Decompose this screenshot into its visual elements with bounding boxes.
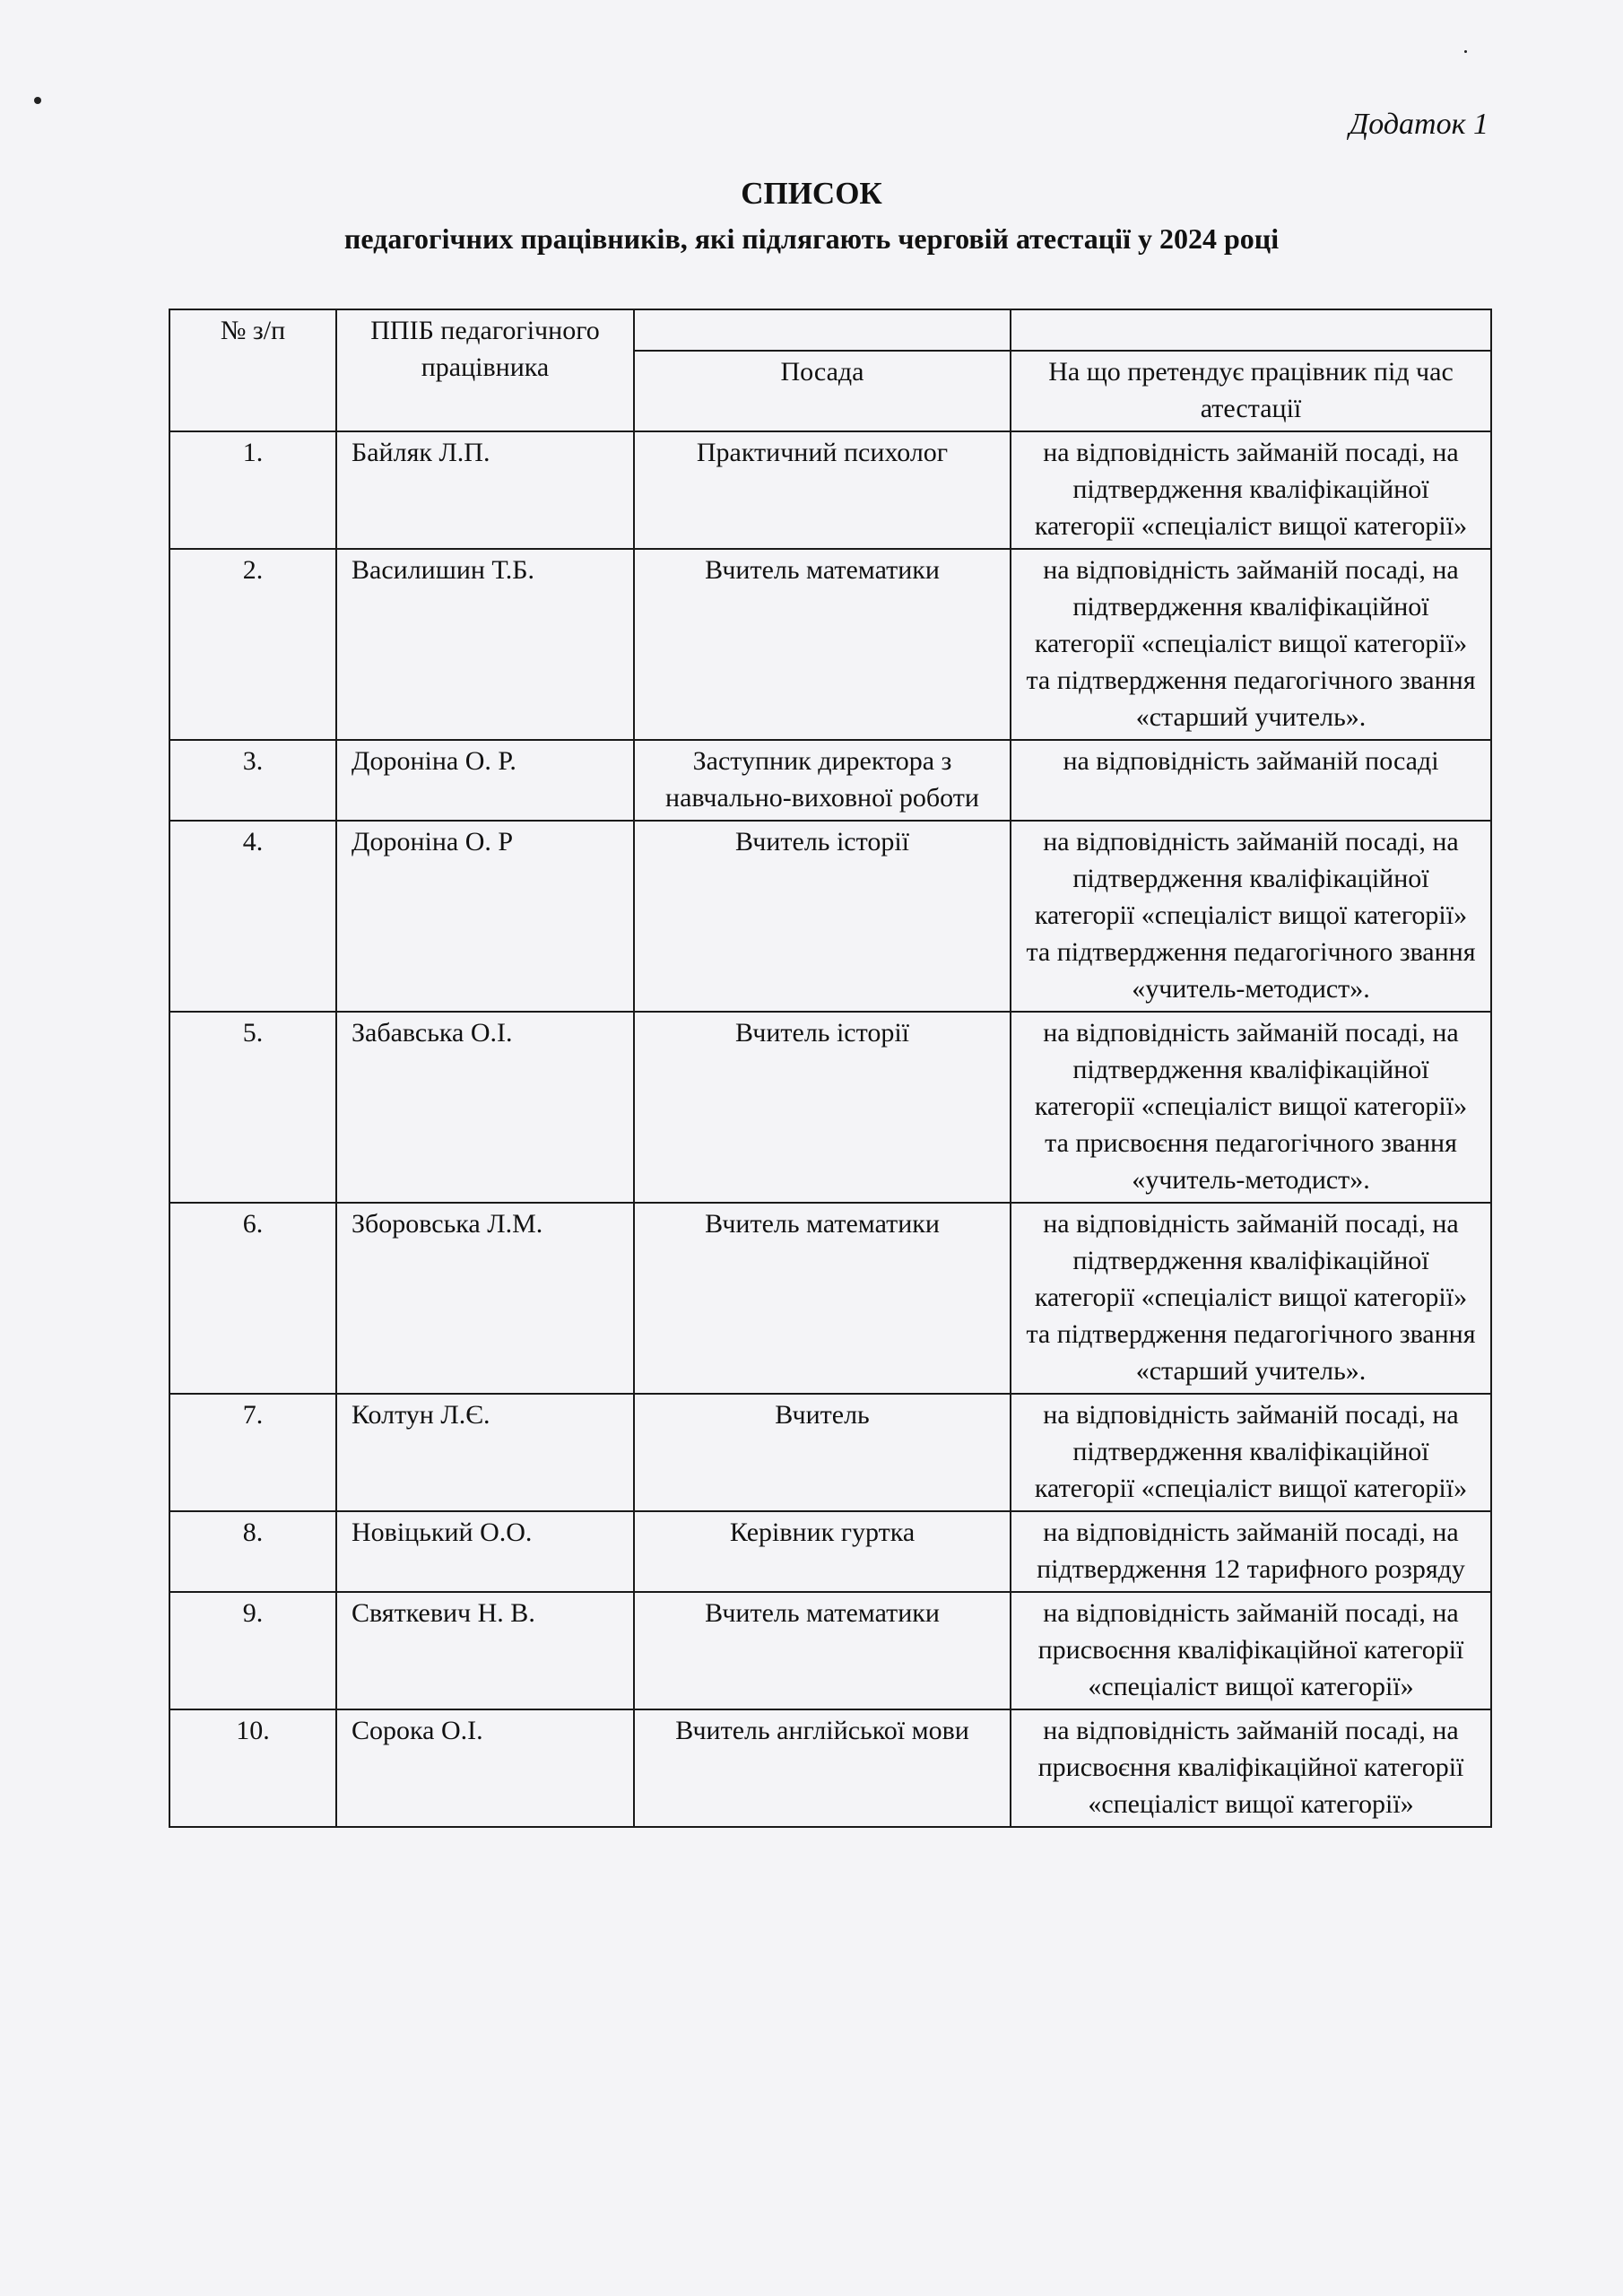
row-position: Вчитель математики (634, 1203, 1011, 1394)
row-claim: на відповідність займаній посаді, на підтвердження кваліфікаційної категорії «спеціаліст вищої категорії» та присвоєння педагогічного звання «учитель-методист». (1011, 1012, 1491, 1203)
scan-speck (1464, 50, 1467, 53)
row-claim: на відповідність займаній посаді (1011, 740, 1491, 821)
row-claim: на відповідність займаній посаді, на присвоєння кваліфікаційної категорії «спеціаліст вищої категорії» (1011, 1709, 1491, 1827)
row-name: Дороніна О. Р (336, 821, 634, 1012)
row-position: Вчитель (634, 1394, 1011, 1511)
table-row (169, 1592, 1491, 1709)
table-row (169, 549, 1491, 740)
row-number: 1. (169, 431, 336, 549)
header-number: № з/п (169, 309, 336, 431)
row-name: Забавська О.І. (336, 1012, 634, 1203)
row-name: Святкевич Н. В. (336, 1592, 634, 1709)
header-blank-cell (634, 309, 1011, 351)
table-row (169, 740, 1491, 821)
table-row (169, 1511, 1491, 1592)
row-name: Сорока О.І. (336, 1709, 634, 1827)
row-claim: на відповідність займаній посаді, на підтвердження кваліфікаційної категорії «спеціаліст вищої категорії» та підтвердження педагогічного звання «старший учитель». (1011, 1203, 1491, 1394)
row-claim: на відповідність займаній посаді, на підтвердження кваліфікаційної категорії «спеціаліст вищої категорії» та підтвердження педагогічного звання «учитель-методист». (1011, 821, 1491, 1012)
page-subtitle: педагогічних працівників, які підлягають черговій атестації у 2024 році (343, 222, 1280, 255)
row-position: Вчитель англійської мови (634, 1709, 1011, 1827)
staff-table (169, 309, 1492, 1828)
table-row (169, 821, 1491, 1012)
table-row (169, 1203, 1491, 1394)
row-name: Дороніна О. Р. (336, 740, 634, 821)
header-claim: На що претендує працівник під час атестації (1011, 351, 1491, 431)
row-name: Василишин Т.Б. (336, 549, 634, 740)
table-row (169, 431, 1491, 549)
row-name: Новіцький О.О. (336, 1511, 634, 1592)
row-claim: на відповідність займаній посаді, на підтвердження кваліфікаційної категорії «спеціаліст вищої категорії» (1011, 431, 1491, 549)
row-number: 8. (169, 1511, 336, 1592)
table-body (169, 309, 1491, 1827)
row-number: 2. (169, 549, 336, 740)
row-name: Байляк Л.П. (336, 431, 634, 549)
row-position: Вчитель історії (634, 821, 1011, 1012)
row-claim: на відповідність займаній посаді, на присвоєння кваліфікаційної категорії «спеціаліст вищої категорії» (1011, 1592, 1491, 1709)
table-row (169, 1394, 1491, 1511)
row-number: 7. (169, 1394, 336, 1511)
table-row (169, 1709, 1491, 1827)
row-position: Керівник гуртка (634, 1511, 1011, 1592)
row-position: Вчитель математики (634, 1592, 1011, 1709)
row-number: 10. (169, 1709, 336, 1827)
header-name: ППІБ педагогічного працівника (336, 309, 634, 431)
row-claim: на відповідність займаній посаді, на підтвердження кваліфікаційної категорії «спеціаліст вищої категорії» та підтвердження педагогічного звання «старший учитель». (1011, 549, 1491, 740)
row-number: 5. (169, 1012, 336, 1203)
row-name: Зборовська Л.М. (336, 1203, 634, 1394)
row-position: Заступник директора з навчально-виховної роботи (634, 740, 1011, 821)
row-number: 3. (169, 740, 336, 821)
row-position: Вчитель історії (634, 1012, 1011, 1203)
row-number: 4. (169, 821, 336, 1012)
table-row (169, 1012, 1491, 1203)
row-claim: на відповідність займаній посаді, на підтвердження 12 тарифного розряду (1011, 1511, 1491, 1592)
table-header-row (169, 309, 1491, 351)
header-position: Посада (634, 351, 1011, 431)
row-position: Практичний психолог (634, 431, 1011, 549)
row-number: 9. (169, 1592, 336, 1709)
header-blank-cell (1011, 309, 1491, 351)
row-position: Вчитель математики (634, 549, 1011, 740)
scan-speck (34, 97, 41, 104)
row-claim: на відповідність займаній посаді, на підтвердження кваліфікаційної категорії «спеціаліст вищої категорії» (1011, 1394, 1491, 1511)
page-title: СПИСОК (741, 176, 882, 211)
row-number: 6. (169, 1203, 336, 1394)
appendix-label: Додаток 1 (1349, 108, 1488, 141)
row-name: Колтун Л.Є. (336, 1394, 634, 1511)
